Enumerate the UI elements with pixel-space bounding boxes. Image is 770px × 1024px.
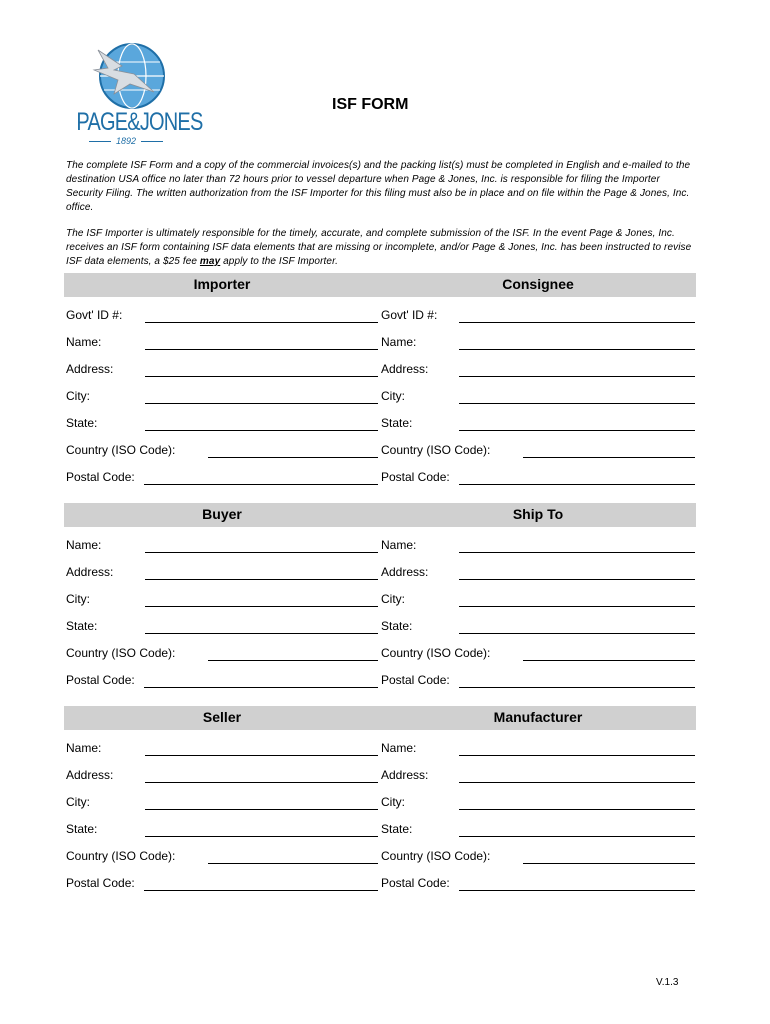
field-input-line-address[interactable] [459, 376, 695, 377]
field-input-line-postal[interactable] [144, 890, 378, 891]
company-logo [64, 40, 203, 152]
field-label-postal: Postal Code: [66, 876, 135, 890]
intro-paragraph-2: The ISF Importer is ultimately responsible for the timely, accurate, and complete submission of the ISF. In the event Page & Jones, Inc. receives an ISF form containing ISF data elements that are missing or incomplete, and/or Page & Jones, Inc. has been instructed to revise ISF data elements, a $25 fee may apply to the ISF Importer. [66, 228, 692, 267]
field-label-country: Country (ISO Code): [66, 443, 176, 457]
field-input-line-name[interactable] [459, 349, 695, 350]
field-label-name: Name: [66, 538, 102, 552]
field-label-name: Name: [66, 335, 102, 349]
field-label-state: State: [66, 822, 98, 836]
field-label-state: State: [66, 416, 98, 430]
field-input-line-postal[interactable] [459, 687, 695, 688]
logo-year: 1892 [64, 136, 188, 146]
field-label-address: Address: [66, 565, 114, 579]
field-label-name: Name: [381, 538, 417, 552]
field-input-line-country[interactable] [208, 863, 378, 864]
field-label-postal: Postal Code: [66, 673, 135, 687]
field-label-country: Country (ISO Code): [381, 849, 491, 863]
field-label-govt-id: Govt' ID #: [66, 308, 123, 322]
field-label-city: City: [381, 389, 405, 403]
section-title-left: Buyer [202, 506, 242, 522]
globe-bird-icon [64, 40, 188, 112]
field-input-line-country[interactable] [523, 660, 695, 661]
field-label-city: City: [66, 592, 90, 606]
emphasis-may: may [199, 256, 221, 267]
field-input-line-state[interactable] [145, 430, 378, 431]
section-header-importer-consignee [64, 273, 696, 297]
field-input-line-state[interactable] [145, 836, 378, 837]
field-input-line-city[interactable] [459, 403, 695, 404]
field-input-line-city[interactable] [145, 403, 378, 404]
field-label-city: City: [66, 389, 90, 403]
field-input-line-address[interactable] [145, 579, 378, 580]
page-title: ISF FORM [332, 96, 409, 113]
section-header-buyer-shipto [64, 503, 696, 527]
field-label-address: Address: [381, 565, 429, 579]
field-label-name: Name: [381, 741, 417, 755]
field-label-country: Country (ISO Code): [381, 443, 491, 457]
field-input-line-country[interactable] [208, 457, 378, 458]
field-input-line-address[interactable] [145, 376, 378, 377]
field-input-line-govt-id[interactable] [145, 322, 378, 323]
section-title-left: Importer [193, 276, 251, 292]
field-label-postal: Postal Code: [381, 673, 450, 687]
field-label-country: Country (ISO Code): [381, 646, 491, 660]
field-label-name: Name: [66, 741, 102, 755]
logo-wordmark: PAGE&JONES [76, 108, 203, 136]
field-input-line-name[interactable] [145, 349, 378, 350]
field-label-country: Country (ISO Code): [66, 646, 176, 660]
intro-paragraph-1: The complete ISF Form and a copy of the commercial invoices(s) and the packing list(s) must be completed in English and e-mailed to the destination USA office no later than 72 hours prior to vessel departure when Page & Jones, Inc. is responsible for filing the Importer Security Filing. The written authorization from the ISF Importer for this filing must also be in place and on file within the Page & Jones, Inc. office. [66, 160, 691, 213]
field-input-line-state[interactable] [145, 633, 378, 634]
field-input-line-city[interactable] [145, 606, 378, 607]
field-label-postal: Postal Code: [381, 876, 450, 890]
field-input-line-state[interactable] [459, 836, 695, 837]
field-label-city: City: [66, 795, 90, 809]
field-input-line-country[interactable] [523, 457, 695, 458]
field-input-line-name[interactable] [459, 552, 695, 553]
field-input-line-postal[interactable] [459, 890, 695, 891]
field-label-city: City: [381, 592, 405, 606]
field-input-line-city[interactable] [459, 606, 695, 607]
field-label-state: State: [381, 822, 413, 836]
section-title-right: Ship To [512, 506, 564, 522]
field-label-govt-id: Govt' ID #: [381, 308, 438, 322]
field-input-line-name[interactable] [459, 755, 695, 756]
version-label: V.1.3 [656, 977, 679, 988]
field-label-name: Name: [381, 335, 417, 349]
section-title-left: Seller [202, 709, 242, 725]
field-input-line-postal[interactable] [144, 687, 378, 688]
field-input-line-address[interactable] [459, 782, 695, 783]
field-label-address: Address: [381, 768, 429, 782]
field-input-line-govt-id[interactable] [459, 322, 695, 323]
section-header-seller-manufacturer [64, 706, 696, 730]
field-label-address: Address: [381, 362, 429, 376]
field-label-state: State: [381, 416, 413, 430]
field-label-address: Address: [66, 362, 114, 376]
field-label-state: State: [66, 619, 98, 633]
section-title-right: Manufacturer [493, 709, 583, 725]
field-input-line-city[interactable] [145, 809, 378, 810]
field-input-line-address[interactable] [459, 579, 695, 580]
field-input-line-postal[interactable] [459, 484, 695, 485]
field-input-line-country[interactable] [523, 863, 695, 864]
field-input-line-name[interactable] [145, 552, 378, 553]
section-title-right: Consignee [502, 276, 574, 292]
field-label-postal: Postal Code: [381, 470, 450, 484]
field-label-country: Country (ISO Code): [66, 849, 176, 863]
field-label-postal: Postal Code: [66, 470, 135, 484]
field-input-line-state[interactable] [459, 633, 695, 634]
field-input-line-name[interactable] [145, 755, 378, 756]
field-label-city: City: [381, 795, 405, 809]
field-input-line-state[interactable] [459, 430, 695, 431]
field-input-line-country[interactable] [208, 660, 378, 661]
field-input-line-city[interactable] [459, 809, 695, 810]
field-input-line-postal[interactable] [144, 484, 378, 485]
field-input-line-address[interactable] [145, 782, 378, 783]
field-label-address: Address: [66, 768, 114, 782]
field-label-state: State: [381, 619, 413, 633]
